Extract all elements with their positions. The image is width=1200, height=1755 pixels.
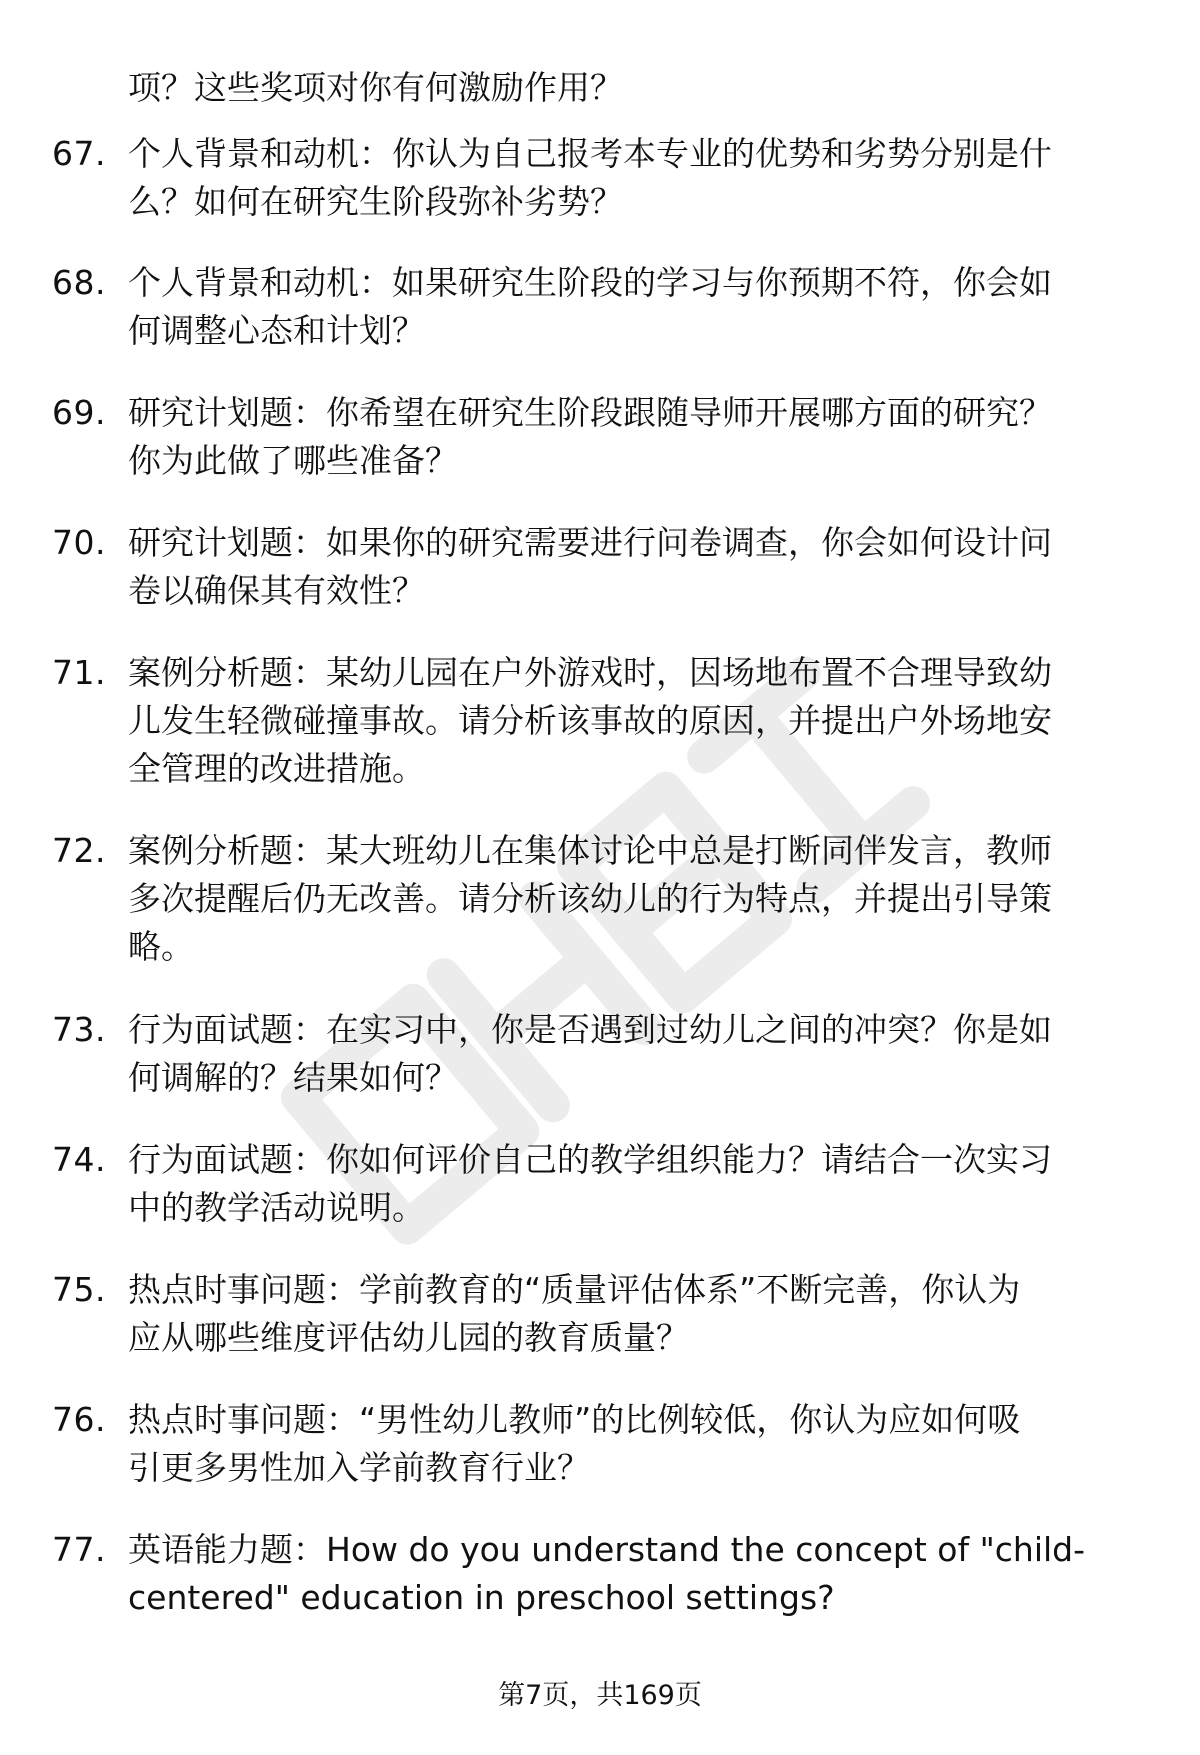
question-text: 行为面试题：你如何评价自己的教学组织能力？请结合一次实习 中的教学活动说明。 [128, 1140, 1052, 1227]
question-text: 热点时事问题：“男性幼儿教师”的比例较低，你认为应如何吸 引更多男性加入学前教育行业？ [128, 1400, 1021, 1487]
question-number: 71. [52, 653, 106, 692]
page-number-footer: 第7页，共169页 [498, 1680, 702, 1711]
question-number: 72. [52, 831, 106, 870]
question-number: 75. [52, 1270, 106, 1309]
question-text: 案例分析题：某大班幼儿在集体讨论中总是打断同伴发言，教师 多次提醒后仍无改善。请分析该幼儿的行为特点，并提出引导策 略。 [128, 831, 1052, 966]
question-number: 74. [52, 1140, 106, 1179]
question-text: 个人背景和动机：你认为自己报考本专业的优势和劣势分别是什 么？如何在研究生阶段弥补劣势？ [128, 134, 1052, 221]
question-text: 案例分析题：某幼儿园在户外游戏时，因场地布置不合理导致幼 儿发生轻微碰撞事故。请分析该事故的原因，并提出户外场地安 全管理的改进措施。 [128, 653, 1052, 788]
question-text: 个人背景和动机：如果研究生阶段的学习与你预期不符，你会如 何调整心态和计划？ [128, 263, 1052, 350]
question-number: 69. [52, 393, 106, 432]
question-text: 研究计划题：你希望在研究生阶段跟随导师开展哪方面的研究？ 你为此做了哪些准备？ [128, 393, 1052, 480]
question-number: 73. [52, 1010, 106, 1049]
question-text: 研究计划题：如果你的研究需要进行问卷调查，你会如何设计问 卷以确保其有效性？ [128, 523, 1052, 610]
question-number: 77. [52, 1530, 106, 1569]
question-number: 70. [52, 523, 106, 562]
question-number: 76. [52, 1400, 106, 1439]
question-number: 67. [52, 134, 106, 173]
question-number: 68. [52, 263, 106, 302]
continuation-text: 项？这些奖项对你有何激励作用？ [128, 68, 623, 107]
question-text: 英语能力题：How do you understand the concept of "child- centered" education in preschool settings? [128, 1530, 1086, 1617]
question-text: 行为面试题：在实习中，你是否遇到过幼儿之间的冲突？你是如 何调解的？结果如何？ [128, 1010, 1052, 1097]
question-text: 热点时事问题：学前教育的“质量评估体系”不断完善，你认为 应从哪些维度评估幼儿园的教育质量？ [128, 1270, 1021, 1357]
